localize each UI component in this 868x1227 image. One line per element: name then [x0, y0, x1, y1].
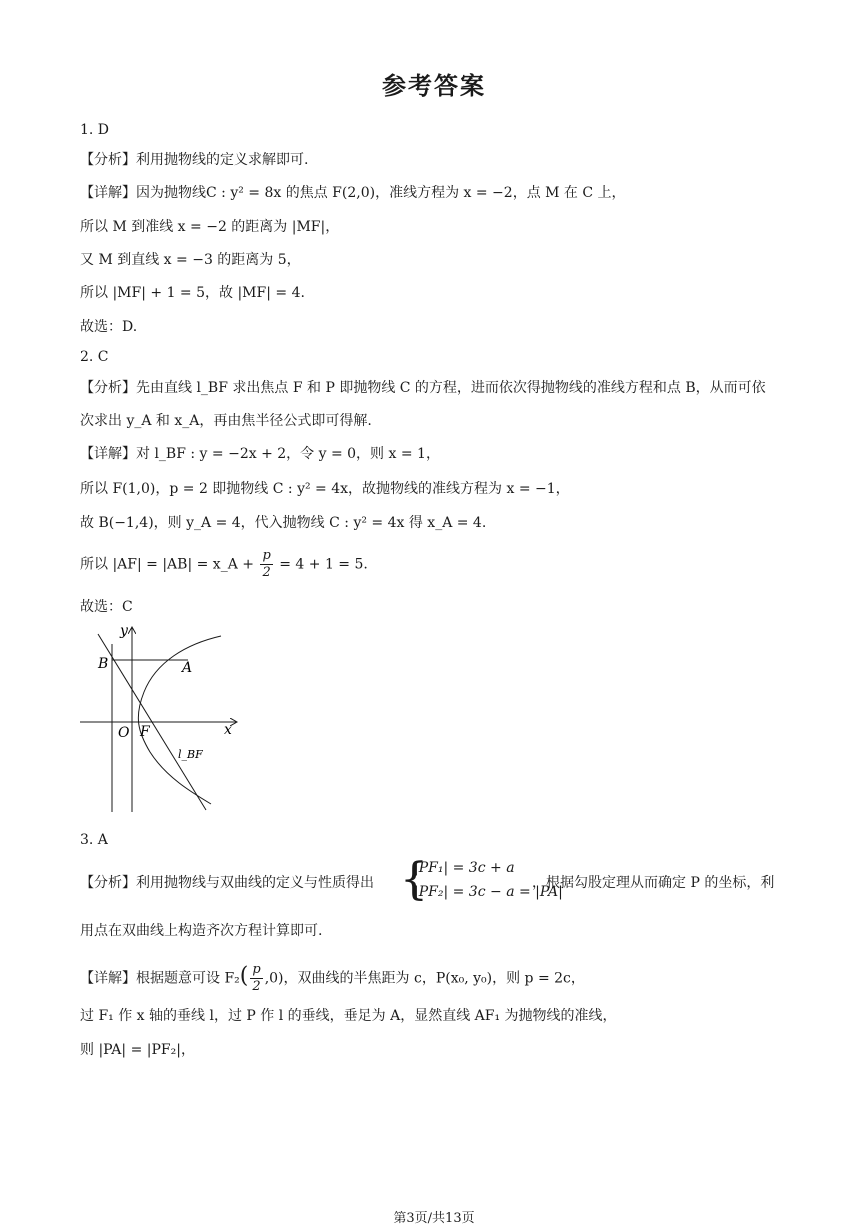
- q2-detail-1: 【详解】对 l_BF : y = −2x + 2，令 y = 0，则 x = 1，: [80, 446, 440, 462]
- label-x: x: [224, 722, 232, 738]
- q3-analysis-post: ，根据勾股定理从而确定 P 的坐标，利: [532, 875, 775, 891]
- system-eq-2: |PF₂| = 3c − a = |PA|: [414, 884, 563, 900]
- q3-analysis-2: 用点在双曲线上构造齐次方程计算即可.: [80, 923, 323, 939]
- q3-equation-system: [400, 854, 563, 906]
- q1-detail-4: 所以 |MF| + 1 = 5，故 |MF| = 4.: [80, 285, 305, 301]
- label-B: B: [98, 656, 109, 672]
- page-title: 参考答案: [382, 72, 486, 100]
- fraction-denominator-q3: 2: [252, 979, 261, 994]
- q2-parabola-figure: [76, 622, 246, 817]
- fraction-p-over-2-q3: [250, 962, 262, 995]
- fraction-numerator: p: [262, 548, 271, 563]
- label-O: O: [118, 725, 130, 741]
- q2-answer: 2. C: [80, 349, 109, 365]
- label-F: F: [140, 724, 150, 740]
- q3-detail-1: [80, 962, 585, 995]
- page-footer: 第3页/共13页: [393, 1211, 475, 1226]
- left-paren: (: [239, 963, 249, 989]
- q1-detail-3: 又 M 到直线 x = −3 的距离为 5，: [80, 252, 301, 268]
- fraction-p-over-2: [260, 548, 272, 581]
- q2-analysis-1: 【分析】先由直线 l_BF 求出焦点 F 和 P 即抛物线 C 的方程，进而依次得抛物线的准线方程和点 B，从而可依: [80, 380, 766, 396]
- q3-detail-2: 过 F₁ 作 x 轴的垂线 l，过 P 作 l 的垂线，垂足为 A，显然直线 AF₁ 为抛物线的准线，: [80, 1008, 617, 1024]
- q3-detail-1-pre: 【详解】根据题意可设 F₂: [80, 970, 240, 987]
- fraction-denominator: 2: [262, 565, 271, 580]
- q2-detail-4: [80, 548, 368, 581]
- q1-analysis: 【分析】利用抛物线的定义求解即可.: [80, 152, 309, 168]
- system-eq-1: |PF₁| = 3c + a: [414, 860, 515, 876]
- q2-detail-2: 所以 F(1,0)，p = 2 即抛物线 C : y² = 4x，故抛物线的准线方程为 x = −1，: [80, 481, 570, 497]
- q1-answer: 1. D: [80, 122, 110, 138]
- q1-choice: 故选：D.: [80, 319, 138, 335]
- label-A: A: [182, 660, 193, 676]
- label-y: y: [120, 623, 128, 639]
- q1-detail-1: 【详解】因为抛物线C : y² = 8x 的焦点 F(2,0)，准线方程为 x = −2，点 M 在 C 上，: [80, 185, 626, 201]
- label-l-BF: l_BF: [178, 748, 203, 761]
- q2-detail-3: 故 B(−1,4)，则 y_A = 4，代入抛物线 C : y² = 4x 得 x_A = 4.: [80, 515, 487, 531]
- fraction-numerator-q3: p: [252, 962, 261, 977]
- q2-choice: 故选：C: [80, 599, 133, 615]
- q2-detail-4-pre: 所以 |AF| = |AB| = x_A +: [80, 556, 254, 573]
- q2-analysis-2: 次求出 y_A 和 x_A，再由焦半径公式即可得解.: [80, 413, 372, 429]
- q3-detail-1-post: ,0)，双曲线的半焦距为 c，P(x₀, y₀)，则 p = 2c，: [264, 970, 585, 987]
- q3-detail-3: 则 |PA| = |PF₂|，: [80, 1042, 195, 1058]
- q3-answer: 3. A: [80, 832, 108, 848]
- left-brace: {: [400, 854, 428, 905]
- q2-detail-4-post: = 4 + 1 = 5.: [279, 556, 368, 573]
- q3-analysis-pre: 【分析】利用抛物线与双曲线的定义与性质得出: [80, 875, 374, 891]
- q1-detail-2: 所以 M 到准线 x = −2 的距离为 |MF|，: [80, 219, 340, 235]
